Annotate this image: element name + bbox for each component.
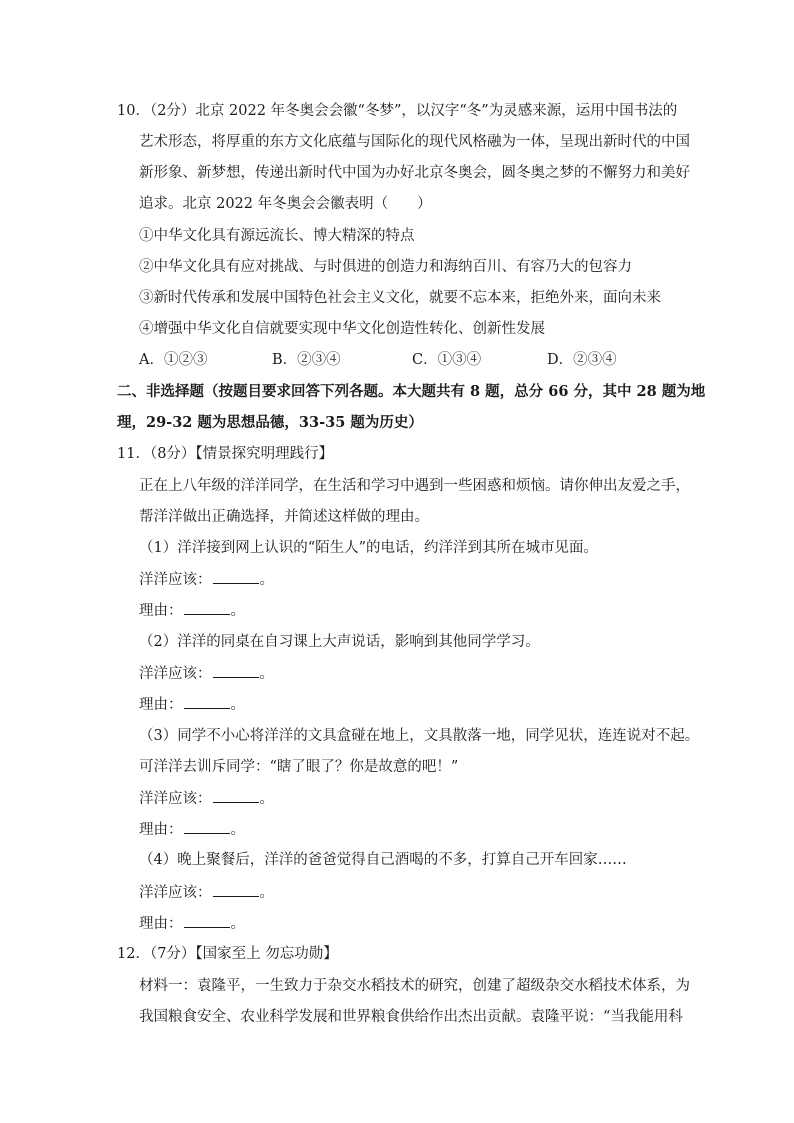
q10-stem-line-2: 艺术形态，将厚重的东方文化底蕴与国际化的现代风格融为一体，呈现出新时代的中国: [139, 134, 690, 150]
q10-stem-line-3: 新形象、新梦想，传递出新时代中国为办好北京冬奥会，圆冬奥之梦的不懈努力和美好: [139, 165, 690, 181]
period: 。: [230, 697, 245, 713]
section-2-heading-line-2: 理，29-32 题为思想品德，33-35 题为历史）: [117, 414, 423, 431]
answer-blank[interactable]: [184, 819, 230, 834]
q11-part-3-reason: [139, 819, 245, 840]
q11-title: 11．（8分）【情景探究明理践行】: [117, 446, 334, 462]
q11-part-1: （1）洋洋接到网上认识的“陌生人”的电话，约洋洋到其所在城市见面。: [139, 540, 599, 556]
reason-label: 理由：: [139, 822, 183, 838]
q10-stem-line-1: 10．（2分）北京 2022 年冬奥会会徽“冬梦”，以汉字“冬”为灵感来源，运用中国书法的: [117, 103, 678, 119]
q11-part-3-line-1: （3）同学不小心将洋洋的文具盒碰在地上，文具散落一地，同学见状，连连说对不起。: [139, 728, 700, 744]
q11-part-2-reason: [139, 694, 245, 715]
q11-part-2-should: [139, 663, 274, 684]
q11-intro-line-1: 正在上八年级的洋洋同学，在生活和学习中遇到一些困惑和烦恼。请你伸出友爱之手，: [139, 478, 690, 494]
q10-option-c: C．①③④: [412, 352, 482, 368]
q11-part-2: （2）洋洋的同桌在自习课上大声说话，影响到其他同学学习。: [139, 634, 540, 650]
should-label: 洋洋应该：: [139, 572, 212, 588]
answer-blank[interactable]: [184, 694, 230, 709]
q11-part-1-should: [139, 569, 274, 590]
q10-statement-2: ②中华文化具有应对挑战、与时俱进的创造力和海纳百川、有容乃大的包容力: [139, 259, 632, 275]
reason-label: 理由：: [139, 916, 183, 932]
q11-part-3-should: [139, 788, 274, 809]
answer-blank[interactable]: [184, 913, 230, 928]
q10-statement-4: ④增强中华文化自信就要实现中华文化创造性转化、创新性发展: [139, 321, 545, 337]
reason-label: 理由：: [139, 697, 183, 713]
should-label: 洋洋应该：: [139, 666, 212, 682]
q11-part-4-reason: [139, 913, 245, 934]
q11-part-4-should: [139, 882, 274, 903]
should-label: 洋洋应该：: [139, 885, 212, 901]
answer-blank[interactable]: [213, 663, 259, 678]
answer-blank[interactable]: [213, 788, 259, 803]
period: 。: [230, 822, 245, 838]
q11-part-1-reason: [139, 600, 245, 621]
q11-intro-line-2: 帮洋洋做出正确选择，并简述这样做的理由。: [139, 509, 429, 525]
period: 。: [230, 603, 245, 619]
q12-material-1-line-2: 我国粮食安全、农业科学发展和世界粮食供给作出杰出贡献。袁隆平说：“当我能用科: [139, 1009, 683, 1025]
reason-label: 理由：: [139, 603, 183, 619]
q10-option-d: D．②③④: [547, 352, 617, 368]
q11-part-4: （4）晚上聚餐后，洋洋的爸爸觉得自己酒喝的不多，打算自己开车回家……: [139, 852, 627, 868]
q10-statement-1: ①中华文化具有源远流长、博大精深的特点: [139, 228, 415, 244]
q12-material-1-line-1: 材料一：袁隆平，一生致力于杂交水稻技术的研究，创建了超级杂交水稻技术体系，为: [139, 978, 690, 994]
q10-stem-line-4: 追求。北京 2022 年冬奥会会徽表明（ ）: [139, 196, 432, 212]
q10-option-b: B．②③④: [272, 352, 341, 368]
period: 。: [259, 666, 274, 682]
answer-blank[interactable]: [213, 882, 259, 897]
q10-option-a: A．①②③: [139, 352, 208, 368]
period: 。: [230, 916, 245, 932]
section-2-heading-line-1: 二、非选择题（按题目要求回答下列各题。本大题共有 8 题，总分 66 分，其中 28 题为地: [117, 383, 706, 400]
period: 。: [259, 885, 274, 901]
should-label: 洋洋应该：: [139, 791, 212, 807]
answer-blank[interactable]: [213, 569, 259, 584]
period: 。: [259, 791, 274, 807]
q10-statement-3: ③新时代传承和发展中国特色社会主义文化，就要不忘本来，拒绝外来，面向未来: [139, 290, 661, 306]
answer-blank[interactable]: [184, 600, 230, 615]
q12-title: 12．（7分）【国家至上 勿忘功勋】: [117, 946, 338, 962]
period: 。: [259, 572, 274, 588]
q11-part-3-line-2: 可洋洋去训斥同学：“瞎了眼了？你是故意的吧！”: [139, 759, 459, 775]
